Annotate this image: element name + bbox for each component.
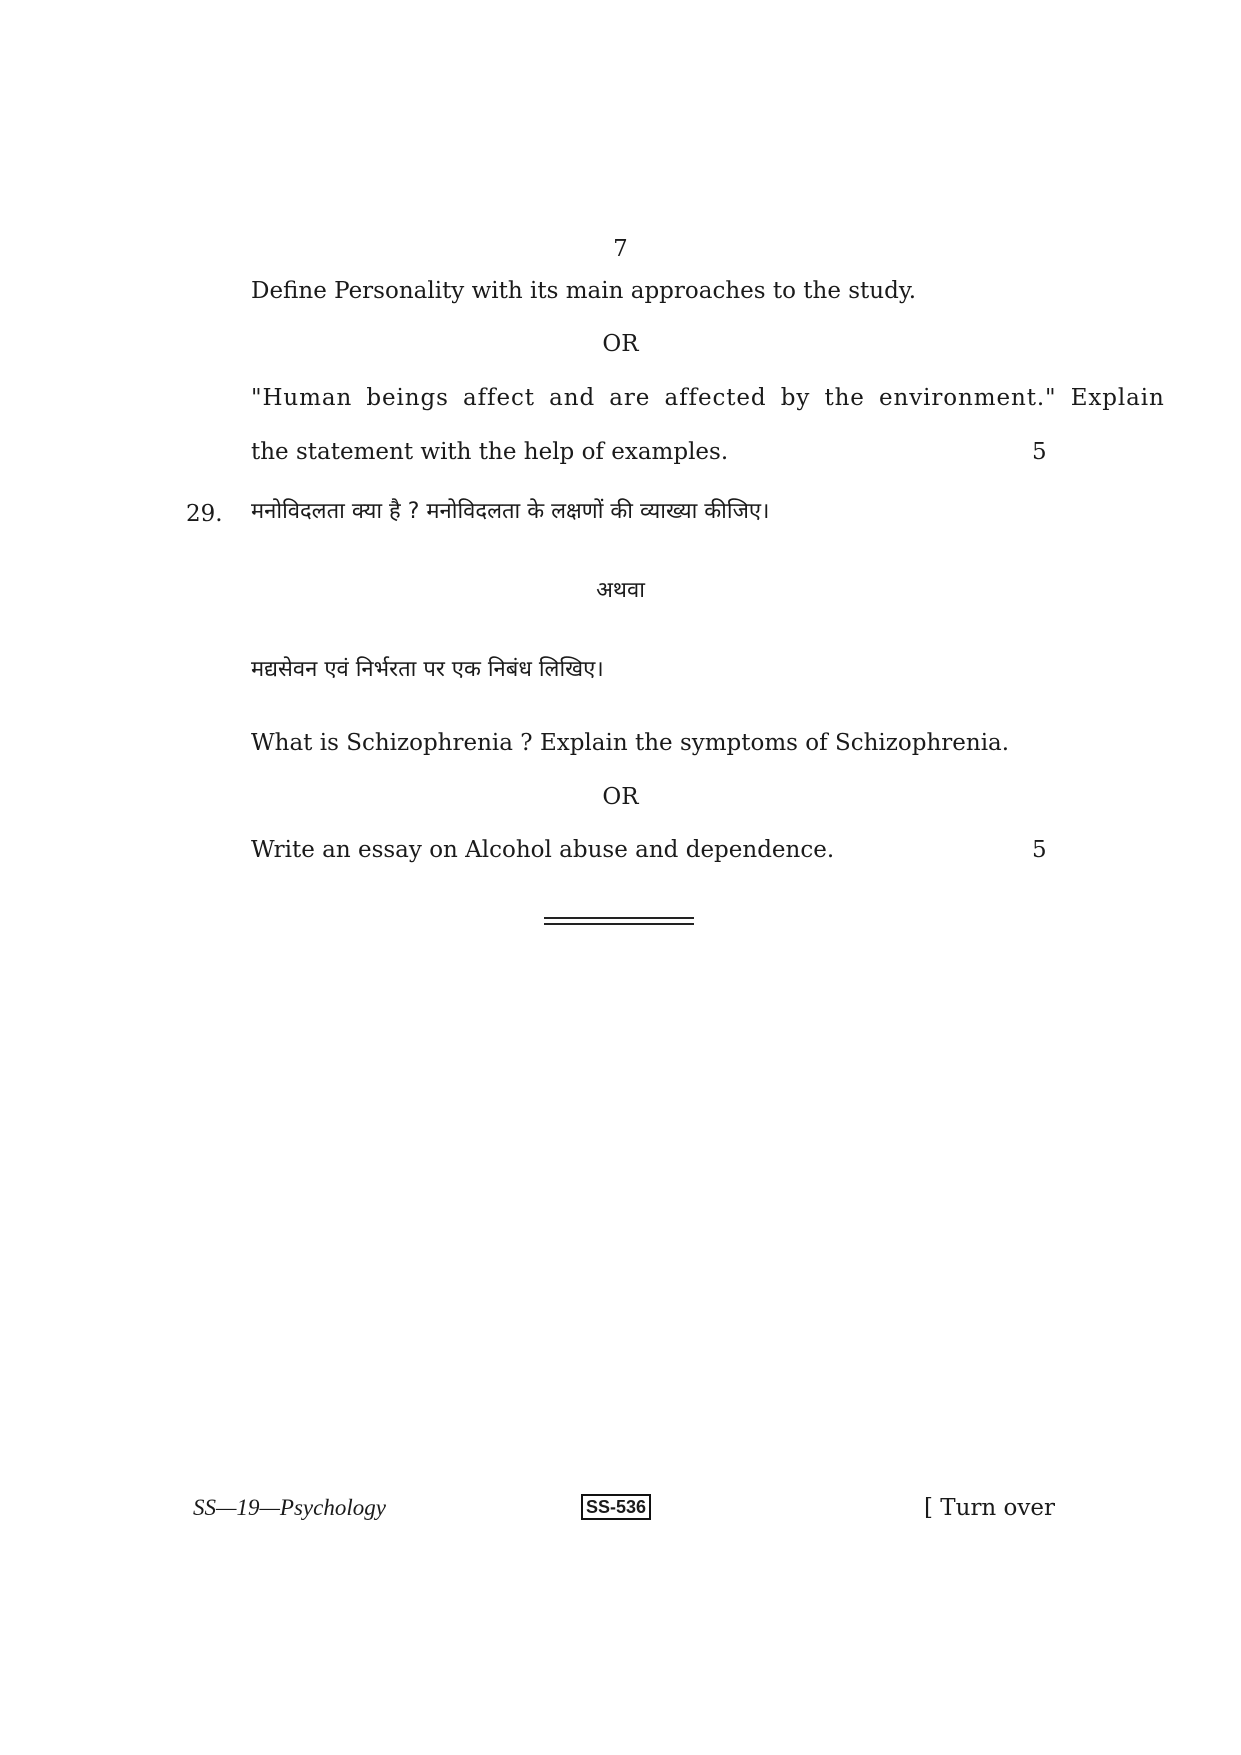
q28-alt-question-line2: the statement with the help of examples.: [251, 439, 729, 465]
footer-turn-over: [ Turn over: [924, 1495, 1056, 1521]
q29-hindi-or-label: अथवा: [596, 578, 645, 603]
q28-marks: 5: [1032, 439, 1047, 465]
footer-paper-code: SS-536: [581, 1494, 651, 1520]
q29-hindi-alt-question: मद्यसेवन एवं निर्भरता पर एक निबंध लिखिए।: [251, 657, 604, 682]
q29-marks: 5: [1032, 837, 1047, 863]
q29-hindi-question: मनोविदलता क्या है ? मनोविदलता के लक्षणों की व्याख्या कीजिए।: [251, 499, 770, 524]
q28-english-question: Define Personality with its main approaches to the study.: [251, 278, 917, 304]
q28-alt-question-line1: "Human beings affect and are affected by the environment." Explain: [251, 385, 1165, 411]
q28-or-label: OR: [602, 331, 639, 357]
end-double-rule-bottom: [544, 923, 694, 925]
q29-number: 29.: [186, 501, 223, 527]
q29-english-question: What is Schizophrenia ? Explain the symptoms of Schizophrenia.: [251, 730, 1010, 756]
footer-paper-title: SS—19—Psychology: [193, 1495, 386, 1520]
q29-or-label: OR: [602, 784, 639, 810]
end-double-rule-top: [544, 917, 694, 919]
q29-alt-question: Write an essay on Alcohol abuse and dependence.: [251, 837, 835, 863]
page-number: 7: [613, 236, 628, 262]
